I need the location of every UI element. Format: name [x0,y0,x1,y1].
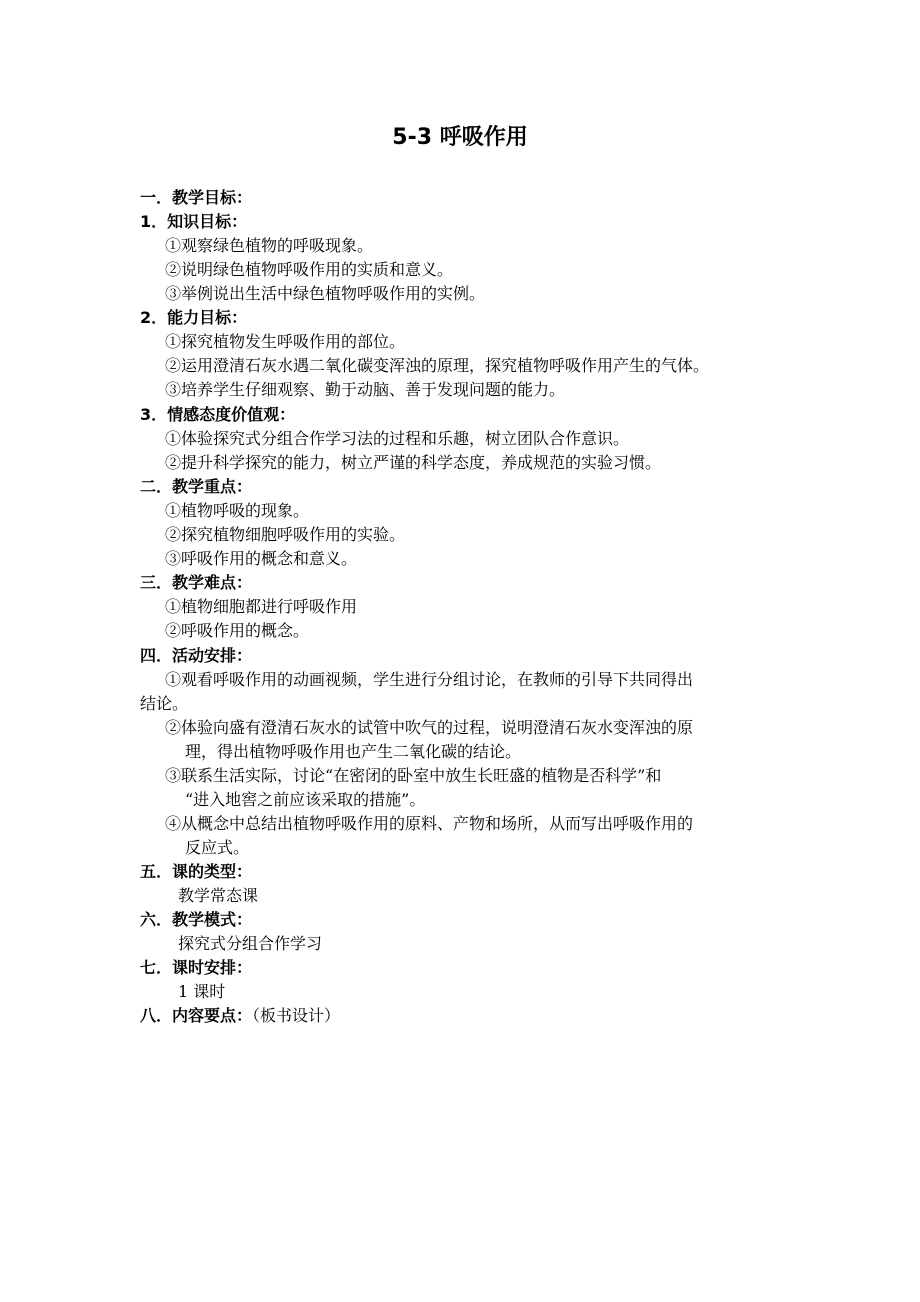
activity-line: ④从概念中总结出植物呼吸作用的原料、产物和场所，从而写出呼吸作用的 [165,814,694,833]
activity-line: ①观看呼吸作用的动画视频，学生进行分组讨论，在教师的引导下共同得出 [165,670,694,689]
list-item: ②说明绿色植物呼吸作用的实质和意义。 [165,260,454,279]
content-points-suffix: （板书设计） [252,1006,341,1025]
page-title: 5-3 呼吸作用 [392,125,528,150]
list-item: ①体验探究式分组合作学习法的过程和乐趣，树立团队合作意识。 [165,429,630,448]
lesson-type-value: 教学常态课 [178,886,259,905]
schedule-value: 1 课时 [178,982,226,1001]
list-item: ①植物呼吸的现象。 [165,501,310,520]
section-heading-activities: 四．活动安排： [140,646,253,665]
subheading-attitude: 3．情感态度价值观： [140,405,296,424]
activity-line: 理，得出植物呼吸作用也产生二氧化碳的结论。 [185,742,522,761]
section-heading-content-points [140,1004,340,1028]
section-heading-teaching-mode: 六．教学模式： [140,910,253,929]
section-heading-objectives: 一．教学目标： [140,188,253,207]
section-heading-schedule: 七．课时安排： [140,958,253,977]
list-item: ①探究植物发生呼吸作用的部位。 [165,332,406,351]
list-item: ③举例说出生活中绿色植物呼吸作用的实例。 [165,284,486,303]
section-heading-key-points: 二．教学重点： [140,477,253,496]
activity-line: ②体验向盛有澄清石灰水的试管中吹气的过程，说明澄清石灰水变浑浊的原 [165,718,694,737]
list-item: ③呼吸作用的概念和意义。 [165,549,358,568]
subheading-ability: 2．能力目标： [140,308,248,327]
activity-line: “进入地窖之前应该采取的措施”。 [185,790,426,809]
list-item: ①观察绿色植物的呼吸现象。 [165,236,374,255]
list-item: ①植物细胞都进行呼吸作用 [165,597,358,616]
activity-line: 反应式。 [185,838,250,857]
activity-line: 结论。 [140,694,189,713]
list-item: ②呼吸作用的概念。 [165,621,310,640]
content-points-heading: 八．内容要点： [140,1006,253,1025]
list-item: ③培养学生仔细观察、勤于动脑、善于发现问题的能力。 [165,380,566,399]
list-item: ②提升科学探究的能力，树立严谨的科学态度，养成规范的实验习惯。 [165,453,662,472]
activity-line: ③联系生活实际，讨论“在密闭的卧室中放生长旺盛的植物是否科学”和 [165,766,662,785]
section-heading-difficulties: 三．教学难点： [140,573,253,592]
teaching-mode-value: 探究式分组合作学习 [178,934,323,953]
section-heading-lesson-type: 五．课的类型： [140,862,253,881]
subheading-knowledge: 1．知识目标： [140,212,248,231]
list-item: ②探究植物细胞呼吸作用的实验。 [165,525,406,544]
list-item: ②运用澄清石灰水遇二氧化碳变浑浊的原理，探究植物呼吸作用产生的气体。 [165,356,710,375]
